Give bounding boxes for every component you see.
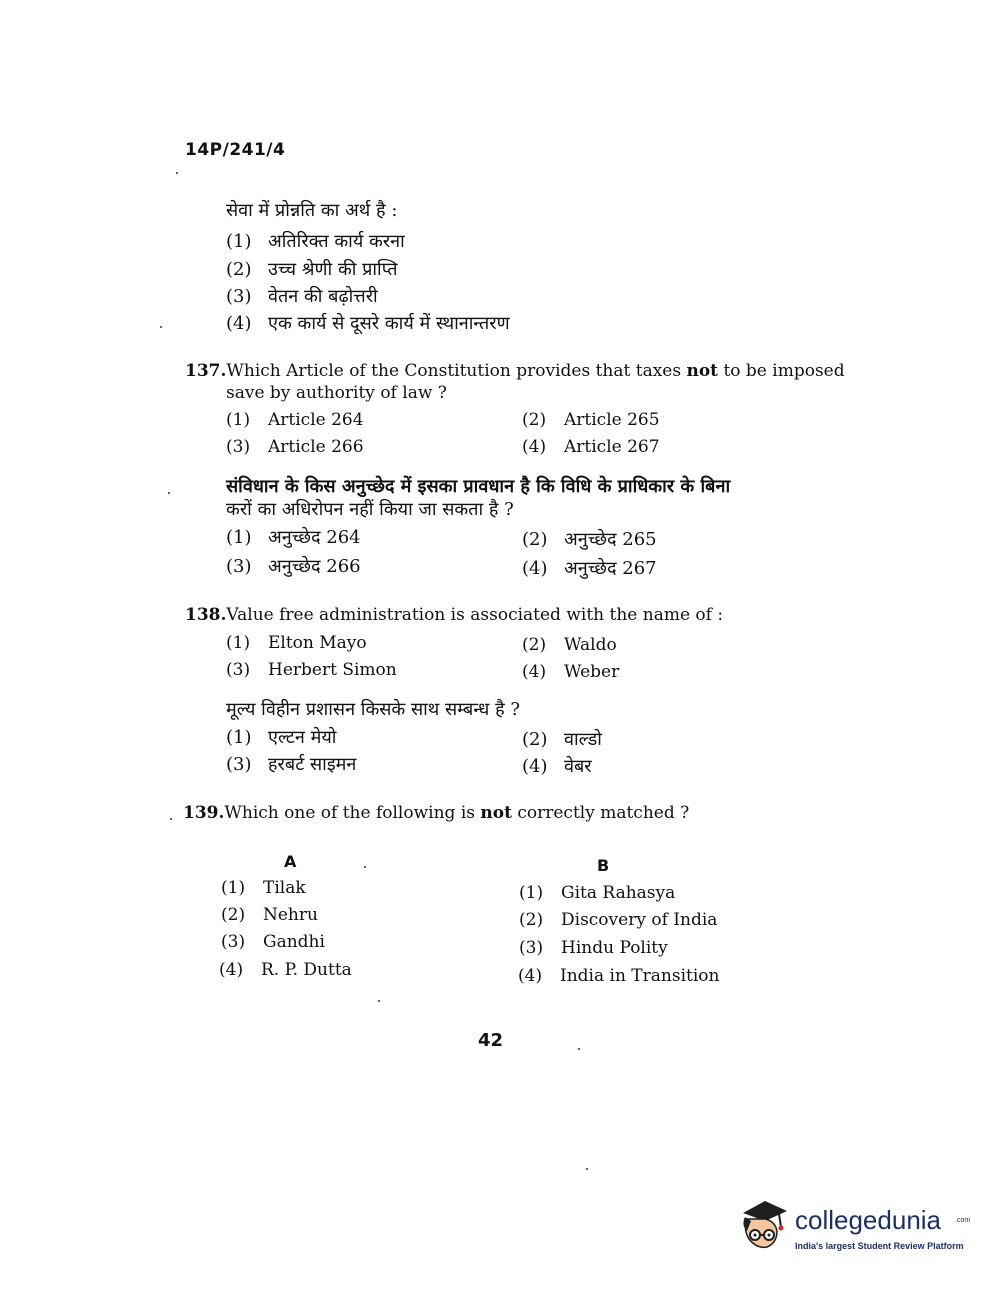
scan-speck bbox=[378, 1000, 380, 1002]
option-number: (3) bbox=[226, 660, 251, 680]
column-b-heading: B bbox=[597, 856, 610, 875]
q137-option-3 bbox=[226, 437, 364, 457]
q139-text-a: Which one of the following is bbox=[224, 803, 481, 823]
option-number: (4) bbox=[219, 960, 244, 980]
option-text: अतिरिक्त कार्य करना bbox=[268, 231, 405, 252]
paper-code: 14P/241/4 bbox=[185, 140, 286, 160]
scan-speck bbox=[176, 172, 178, 174]
q137-text-a: Which Article of the Constitution provides that taxes bbox=[226, 361, 687, 381]
q138-option-4 bbox=[522, 662, 619, 682]
q137-text-b: to be imposed bbox=[718, 361, 845, 381]
q138-option-3 bbox=[226, 660, 397, 680]
option-text: India in Transition bbox=[560, 966, 720, 986]
option-text: अनुच्छेद 265 bbox=[564, 529, 657, 550]
option-number: (2) bbox=[522, 729, 548, 750]
q139-text-bold: not bbox=[480, 803, 512, 823]
option-number: (3) bbox=[519, 938, 544, 958]
match-a-2 bbox=[221, 905, 318, 925]
q136-option-1 bbox=[226, 229, 405, 253]
match-b-2 bbox=[519, 910, 717, 930]
question-number: 137. bbox=[185, 361, 227, 381]
option-text: एल्टन मेयो bbox=[268, 727, 337, 748]
option-number: (4) bbox=[522, 662, 547, 682]
q136-option-3 bbox=[226, 284, 378, 308]
question-number: 138. bbox=[185, 605, 227, 625]
q138-hindi-text: मूल्य विहीन प्रशासन किसके साथ सम्बन्ध है ? bbox=[226, 699, 521, 720]
q139-text bbox=[183, 803, 689, 823]
option-number: (1) bbox=[519, 883, 544, 903]
q138-option-1 bbox=[226, 633, 367, 653]
q137-hindi-option-2 bbox=[522, 527, 657, 551]
option-text: Article 264 bbox=[268, 410, 364, 430]
option-number: (2) bbox=[522, 529, 548, 550]
scan-speck bbox=[170, 818, 172, 820]
q136-option-2 bbox=[226, 257, 398, 281]
scan-speck bbox=[578, 1048, 580, 1050]
option-number: (4) bbox=[522, 558, 548, 579]
logo-suffix: .com bbox=[955, 1217, 971, 1224]
match-a-3 bbox=[221, 932, 325, 952]
option-number: (1) bbox=[226, 410, 251, 430]
q139-text-b: correctly matched ? bbox=[511, 803, 690, 823]
column-a-heading: A bbox=[284, 852, 297, 871]
option-text: Tilak bbox=[263, 878, 306, 898]
option-text: Gita Rahasya bbox=[561, 883, 676, 903]
option-text: Hindu Polity bbox=[561, 938, 668, 958]
scan-speck bbox=[160, 326, 162, 328]
match-a-4 bbox=[219, 960, 352, 980]
option-text: Weber bbox=[564, 662, 620, 682]
option-number: (3) bbox=[226, 754, 252, 775]
q137-hindi-option-1 bbox=[226, 525, 361, 549]
match-b-1 bbox=[519, 883, 675, 903]
q138-option-2 bbox=[522, 635, 617, 655]
scan-speck bbox=[586, 1168, 588, 1170]
option-text: उच्च श्रेणी की प्राप्ति bbox=[268, 259, 398, 280]
option-text: वेतन की बढ़ोत्तरी bbox=[268, 286, 378, 307]
option-text: Nehru bbox=[263, 905, 318, 925]
match-b-3 bbox=[519, 938, 668, 958]
option-number: (4) bbox=[522, 756, 548, 777]
q137-option-1 bbox=[226, 410, 364, 430]
option-text: Gandhi bbox=[263, 932, 325, 952]
option-text: अनुच्छेद 267 bbox=[564, 558, 657, 579]
option-text: Article 267 bbox=[564, 437, 660, 457]
option-number: (1) bbox=[226, 527, 252, 548]
scan-speck bbox=[168, 492, 170, 494]
q137-text bbox=[185, 361, 845, 381]
option-text: Elton Mayo bbox=[268, 633, 367, 653]
logo-tagline: India's largest Student Review Platform bbox=[795, 1241, 964, 1251]
q138-hindi-option-2 bbox=[522, 727, 602, 751]
q138-hindi-option-3 bbox=[226, 752, 356, 776]
q138-hindi-option-1 bbox=[226, 725, 336, 749]
match-a-1 bbox=[221, 878, 306, 898]
option-number: (4) bbox=[522, 437, 547, 457]
q137-option-2 bbox=[522, 410, 660, 430]
match-b-4 bbox=[518, 966, 719, 986]
option-text: Discovery of India bbox=[561, 910, 718, 930]
option-text: Herbert Simon bbox=[268, 660, 397, 680]
q137-text-bold: not bbox=[686, 361, 719, 381]
logo-wordmark: collegedunia bbox=[795, 1205, 942, 1235]
option-text: अनुच्छेद 264 bbox=[268, 527, 361, 548]
q138-hindi-option-4 bbox=[522, 754, 592, 778]
option-number: (3) bbox=[226, 556, 252, 577]
option-number: (2) bbox=[221, 905, 246, 925]
option-number: (3) bbox=[226, 286, 252, 307]
mascot-icon bbox=[735, 1195, 793, 1257]
q137-hindi-option-3 bbox=[226, 554, 361, 578]
q136-option-4 bbox=[226, 311, 510, 335]
option-number: (3) bbox=[221, 932, 246, 952]
option-number: (3) bbox=[226, 437, 251, 457]
q137-option-4 bbox=[522, 437, 660, 457]
option-number: (1) bbox=[226, 727, 252, 748]
option-number: (1) bbox=[226, 633, 251, 653]
option-text: R. P. Dutta bbox=[261, 960, 352, 980]
q137-hindi-line1: संविधान के किस अनुच्छेद में इसका प्रावधान है कि विधि के प्राधिकार के बिना bbox=[226, 476, 731, 497]
option-number: (4) bbox=[226, 313, 252, 334]
q137-hindi-option-4 bbox=[522, 556, 657, 580]
option-number: (2) bbox=[226, 259, 252, 280]
option-text: Article 266 bbox=[268, 437, 364, 457]
collegedunia-logo[interactable] bbox=[735, 1195, 971, 1265]
option-text: एक कार्य से दूसरे कार्य में स्थानान्तरण bbox=[268, 313, 510, 334]
question-number: 139. bbox=[183, 803, 225, 823]
q138-text bbox=[185, 605, 723, 625]
option-number: (4) bbox=[518, 966, 543, 986]
option-number: (1) bbox=[221, 878, 246, 898]
option-number: (2) bbox=[522, 635, 547, 655]
option-text: अनुच्छेद 266 bbox=[268, 556, 361, 577]
option-number: (2) bbox=[519, 910, 544, 930]
option-number: (1) bbox=[226, 231, 252, 252]
option-text: वाल्डो bbox=[564, 729, 602, 750]
option-text: वेबर bbox=[564, 756, 592, 777]
q138-text-body: Value free administration is associated with the name of : bbox=[226, 605, 724, 625]
scan-speck bbox=[364, 866, 366, 868]
q136-hindi-text: सेवा में प्रोन्नति का अर्थ है : bbox=[226, 200, 398, 221]
option-text: Waldo bbox=[564, 635, 617, 655]
q137-text-line2: save by authority of law ? bbox=[226, 383, 447, 403]
page-number: 42 bbox=[478, 1030, 504, 1051]
option-text: हरबर्ट साइमन bbox=[268, 754, 357, 775]
option-text: Article 265 bbox=[564, 410, 660, 430]
option-number: (2) bbox=[522, 410, 547, 430]
q137-hindi-line2: करों का अधिरोपन नहीं किया जा सकता है ? bbox=[226, 499, 514, 520]
